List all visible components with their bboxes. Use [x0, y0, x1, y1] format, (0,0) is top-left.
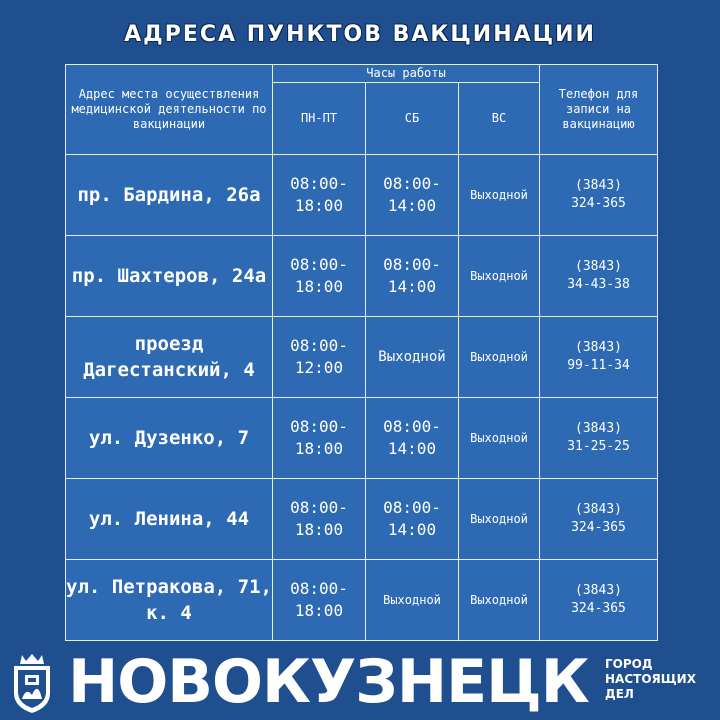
table-row: [66, 560, 658, 641]
sunday-hours-cell: Выходной: [459, 398, 540, 479]
header-saturday: СБ: [366, 83, 459, 155]
header-address: Адрес места осуществления медицинской деятельности по вакцинации: [66, 65, 273, 155]
saturday-hours-cell: 08:00-14:00: [366, 155, 459, 236]
phone-number: 34-43-38: [567, 277, 630, 292]
phone-cell: [540, 155, 658, 236]
sunday-hours-cell: Выходной: [459, 479, 540, 560]
weekdays-hours-cell: 08:00-18:00: [273, 398, 366, 479]
header-hours: Часы работы: [273, 65, 540, 83]
phone-number: 324-365: [571, 520, 626, 535]
slogan-line: НАСТОЯЩИХ: [605, 672, 696, 686]
weekdays-hours-cell: 08:00-18:00: [273, 236, 366, 317]
slogan-line: ДЕЛ: [605, 687, 634, 701]
sunday-hours-cell: Выходной: [459, 317, 540, 398]
phone-number: 324-365: [571, 601, 626, 616]
weekdays-hours-cell: 08:00-12:00: [273, 317, 366, 398]
address-cell: пр. Шахтеров, 24а: [66, 236, 273, 317]
saturday-hours-cell: 08:00-14:00: [366, 398, 459, 479]
sunday-hours-cell: Выходной: [459, 560, 540, 641]
phone-code: (3843): [575, 259, 622, 274]
saturday-hours-cell: 08:00-14:00: [366, 236, 459, 317]
saturday-hours-cell: Выходной: [366, 560, 459, 641]
phone-cell: [540, 317, 658, 398]
weekdays-hours-cell: 08:00-18:00: [273, 155, 366, 236]
page-title: АДРЕСА ПУНКТОВ ВАКЦИНАЦИИ: [124, 22, 596, 47]
phone-cell: [540, 479, 658, 560]
footer: [0, 645, 720, 720]
address-cell: ул. Петракова, 71, к. 4: [66, 560, 273, 641]
phone-number: 99-11-34: [567, 358, 630, 373]
table-row: [66, 155, 658, 236]
header-sunday: ВС: [459, 83, 540, 155]
address-cell: проезд Дагестанский, 4: [66, 317, 273, 398]
sunday-hours-cell: Выходной: [459, 236, 540, 317]
phone-number: 324-365: [571, 196, 626, 211]
header-phone: Телефон для записи на вакцинацию: [540, 65, 658, 155]
header-weekdays: ПН-ПТ: [273, 83, 366, 155]
city-logo-text: НОВОКУЗНЕЦК: [68, 647, 589, 717]
weekdays-hours-cell: 08:00-18:00: [273, 479, 366, 560]
coat-of-arms-icon: [8, 651, 56, 715]
address-cell: пр. Бардина, 26а: [66, 155, 273, 236]
phone-number: 31-25-25: [567, 439, 630, 454]
saturday-hours-cell: 08:00-14:00: [366, 479, 459, 560]
table-row: [66, 479, 658, 560]
table-row: [66, 398, 658, 479]
address-cell: ул. Дузенко, 7: [66, 398, 273, 479]
address-cell: ул. Ленина, 44: [66, 479, 273, 560]
phone-code: (3843): [575, 583, 622, 598]
phone-code: (3843): [575, 502, 622, 517]
saturday-hours-cell: Выходной: [366, 317, 459, 398]
weekdays-hours-cell: 08:00-18:00: [273, 560, 366, 641]
phone-cell: [540, 398, 658, 479]
phone-cell: [540, 560, 658, 641]
phone-code: (3843): [575, 178, 622, 193]
phone-code: (3843): [575, 421, 622, 436]
city-slogan: [605, 657, 715, 702]
table-row: [66, 236, 658, 317]
phone-cell: [540, 236, 658, 317]
sunday-hours-cell: Выходной: [459, 155, 540, 236]
phone-code: (3843): [575, 340, 622, 355]
slogan-line: ГОРОД: [605, 657, 653, 671]
table-row: [66, 317, 658, 398]
vaccination-schedule-table: [65, 64, 658, 641]
